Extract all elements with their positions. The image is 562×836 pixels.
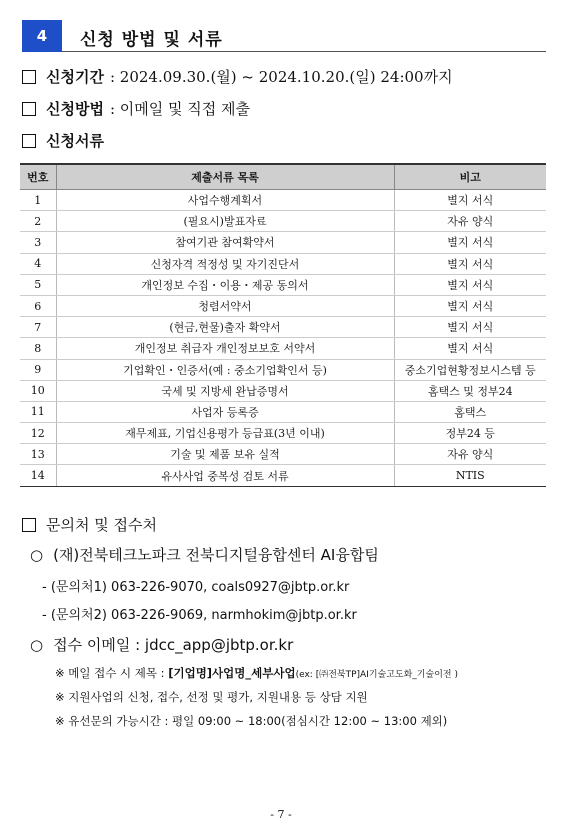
row-document: 유사사업 중복성 검토 서류 bbox=[56, 465, 394, 486]
note1-example: (ex: [㈜전북TP]AI기술고도화_기술이전 ) bbox=[295, 670, 458, 680]
table-row bbox=[20, 190, 546, 211]
note-mail-subject bbox=[55, 665, 458, 681]
contact-email-text: 접수 이메일 : jdcc_app@jbtp.or.kr bbox=[53, 636, 294, 654]
method-label: 신청방법 bbox=[46, 100, 104, 118]
section-title: 신청 방법 및 서류 bbox=[80, 30, 223, 50]
method-value: : 이메일 및 직접 제출 bbox=[109, 100, 251, 118]
contact-heading bbox=[22, 514, 157, 535]
row-remark: 자유 양식 bbox=[394, 211, 546, 232]
row-remark: 홈택스 bbox=[394, 401, 546, 422]
row-remark: 별지 서식 bbox=[394, 338, 546, 359]
row-document: 개인정보 취급자 개인정보보호 서약서 bbox=[56, 338, 394, 359]
row-remark: 자유 양식 bbox=[394, 444, 546, 465]
table-row bbox=[20, 253, 546, 274]
table-row bbox=[20, 317, 546, 338]
row-remark: 중소기업현황정보시스템 등 bbox=[394, 359, 546, 380]
row-remark: 정부24 등 bbox=[394, 423, 546, 444]
section-underline bbox=[62, 51, 546, 52]
row-number: 1 bbox=[20, 190, 56, 211]
row-number: 2 bbox=[20, 211, 56, 232]
row-document: (현금,현물)출자 확약서 bbox=[56, 317, 394, 338]
note-hours: ※ 유선문의 가능시간 : 평일 09:00 ~ 18:00(점심시간 12:00 ~ 13:00 제외) bbox=[55, 714, 448, 728]
row-number: 3 bbox=[20, 232, 56, 253]
row-remark: 별지 서식 bbox=[394, 253, 546, 274]
row-remark: 별지 서식 bbox=[394, 295, 546, 316]
row-number: 9 bbox=[20, 359, 56, 380]
table-row bbox=[20, 338, 546, 359]
row-remark: 별지 서식 bbox=[394, 190, 546, 211]
contact-heading-text: 문의처 및 접수처 bbox=[46, 516, 157, 534]
section-header bbox=[22, 20, 546, 52]
docs-label: 신청서류 bbox=[46, 132, 104, 150]
square-bullet-icon bbox=[22, 134, 36, 148]
row-document: 청렴서약서 bbox=[56, 295, 394, 316]
table-row bbox=[20, 211, 546, 232]
square-bullet-icon bbox=[22, 70, 36, 84]
table-row bbox=[20, 401, 546, 422]
header-number: 번호 bbox=[20, 164, 56, 190]
contact-email bbox=[30, 634, 293, 655]
row-remark: 별지 서식 bbox=[394, 274, 546, 295]
row-number: 12 bbox=[20, 423, 56, 444]
note1-bold: [기업명]사업명_세부사업 bbox=[168, 666, 296, 680]
documents-table bbox=[20, 163, 546, 487]
row-document: 신청자격 적정성 및 자기진단서 bbox=[56, 253, 394, 274]
period-label: 신청기간 bbox=[46, 68, 104, 86]
row-document: (필요시)발표자료 bbox=[56, 211, 394, 232]
row-document: 사업수행계획서 bbox=[56, 190, 394, 211]
row-document: 사업자 등록증 bbox=[56, 401, 394, 422]
table-row bbox=[20, 465, 546, 486]
row-document: 재무제표, 기업신용평가 등급표(3년 이내) bbox=[56, 423, 394, 444]
note1-prefix: ※ 메일 접수 시 제목 : bbox=[55, 666, 169, 680]
header-doc-list: 제출서류 목록 bbox=[56, 164, 394, 190]
row-number: 10 bbox=[20, 380, 56, 401]
table-row bbox=[20, 444, 546, 465]
method-item bbox=[22, 98, 250, 119]
contact-section bbox=[22, 514, 157, 535]
table-row bbox=[20, 423, 546, 444]
table-row bbox=[20, 274, 546, 295]
row-number: 14 bbox=[20, 465, 56, 486]
table-header-row bbox=[20, 164, 546, 190]
contact-phone1: - (문의처1) 063-226-9070, coals0927@jbtp.or.kr bbox=[42, 580, 350, 595]
row-number: 5 bbox=[20, 274, 56, 295]
row-document: 참여기관 참여확약서 bbox=[56, 232, 394, 253]
section-number: 4 bbox=[22, 20, 62, 52]
circle-bullet-icon: ○ bbox=[30, 546, 44, 564]
row-number: 7 bbox=[20, 317, 56, 338]
period-item bbox=[22, 66, 453, 87]
row-document: 기업확인・인증서(예 : 중소기업확인서 등) bbox=[56, 359, 394, 380]
row-number: 8 bbox=[20, 338, 56, 359]
row-number: 13 bbox=[20, 444, 56, 465]
row-number: 4 bbox=[20, 253, 56, 274]
row-number: 11 bbox=[20, 401, 56, 422]
row-document: 기술 및 제품 보유 실적 bbox=[56, 444, 394, 465]
row-remark: 별지 서식 bbox=[394, 317, 546, 338]
row-number: 6 bbox=[20, 295, 56, 316]
row-remark: 별지 서식 bbox=[394, 232, 546, 253]
table-row bbox=[20, 380, 546, 401]
header-remark: 비고 bbox=[394, 164, 546, 190]
table-row bbox=[20, 359, 546, 380]
row-remark: 홈택스 및 정부24 bbox=[394, 380, 546, 401]
row-document: 개인정보 수집・이용・제공 동의서 bbox=[56, 274, 394, 295]
square-bullet-icon bbox=[22, 518, 36, 532]
note-consult: ※ 지원사업의 신청, 접수, 선정 및 평가, 지원내용 등 상담 지원 bbox=[55, 690, 368, 704]
contact-phone2: - (문의처2) 063-226-9069, narmhokim@jbtp.or.kr bbox=[42, 608, 357, 623]
row-document: 국세 및 지방세 완납증명서 bbox=[56, 380, 394, 401]
docs-item bbox=[22, 130, 104, 151]
table-row bbox=[20, 232, 546, 253]
contact-org-text: (재)전북테크노파크 전북디지털융합센터 AI융합팀 bbox=[53, 546, 379, 564]
table-row bbox=[20, 295, 546, 316]
period-value: : 2024.09.30.(월) ~ 2024.10.20.(일) 24:00까지 bbox=[109, 68, 453, 86]
circle-bullet-icon: ○ bbox=[30, 636, 44, 654]
square-bullet-icon bbox=[22, 102, 36, 116]
contact-org bbox=[30, 544, 379, 565]
row-remark: NTIS bbox=[394, 465, 546, 486]
page-number: - 7 - bbox=[270, 808, 292, 821]
